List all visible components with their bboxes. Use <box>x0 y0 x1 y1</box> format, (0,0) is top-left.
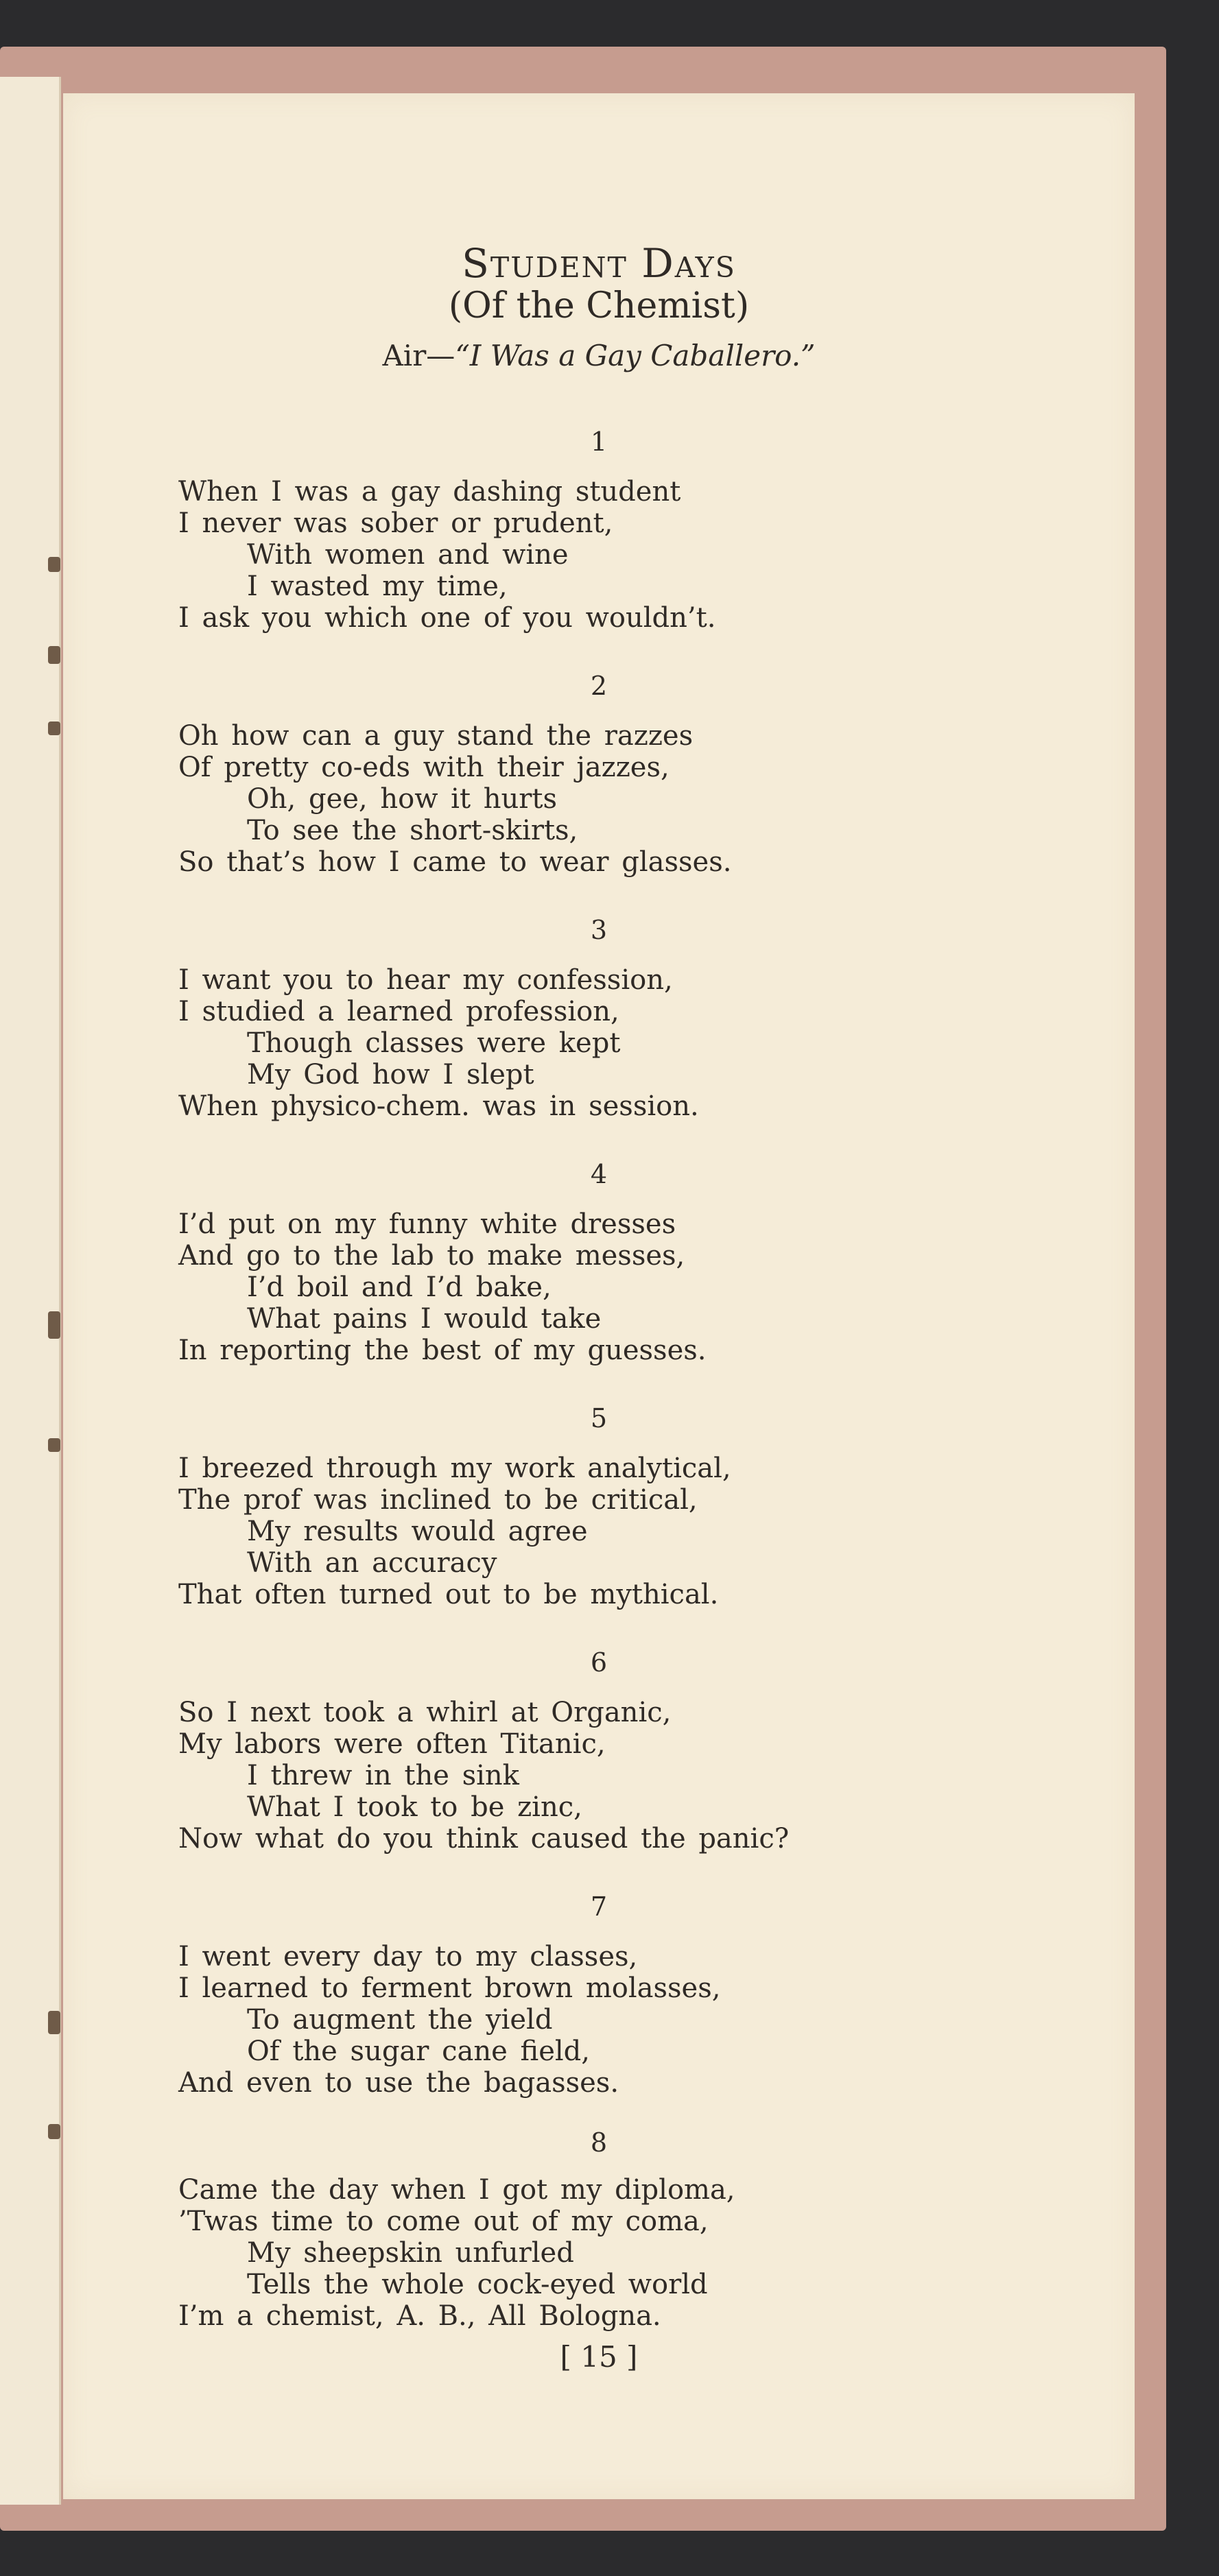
verse-line: I want you to hear my confession, <box>178 964 673 996</box>
verse-number: 4 <box>590 1159 608 1189</box>
verse-line: I’d put on my funny white dresses <box>178 1208 676 1240</box>
verse <box>178 720 1111 878</box>
song-subtitle: (Of the Chemist) <box>448 285 750 326</box>
verse-line: My labors were often Titanic, <box>178 1728 606 1760</box>
verse-line: I threw in the sink <box>247 1760 519 1791</box>
verse-line: Now what do you think caused the panic? <box>178 1823 790 1855</box>
binding-thread <box>48 646 60 664</box>
binding-thread <box>48 2124 60 2139</box>
verse <box>178 1208 1111 1366</box>
air-prefix: Air— <box>382 339 455 372</box>
verse-line: I learned to ferment brown molasses, <box>178 1972 721 2004</box>
verse-line: And even to use the bagasses. <box>178 2067 619 2099</box>
verse-line: I never was sober or prudent, <box>178 508 613 539</box>
verse-number: 7 <box>590 1892 608 1922</box>
verse-number: 1 <box>590 427 608 457</box>
page-number: [ 15 ] <box>560 2340 638 2374</box>
verse-line: Of the sugar cane field, <box>247 2036 590 2067</box>
verse-number: 6 <box>590 1647 608 1678</box>
verse <box>178 1453 1111 1610</box>
verse <box>178 964 1111 1122</box>
verse <box>178 1941 1111 2099</box>
verse-line: Though classes were kept <box>247 1027 621 1059</box>
verse-line: Oh, gee, how it hurts <box>247 783 557 815</box>
verse-number: 8 <box>590 2127 608 2158</box>
verse-line: I went every day to my classes, <box>178 1941 638 1972</box>
verse-number: 3 <box>590 915 608 945</box>
facing-page-edge <box>0 77 61 2505</box>
verse-line: ’Twas time to come out of my coma, <box>178 2206 709 2237</box>
verse <box>178 2174 1111 2332</box>
song-title: Student Days <box>462 240 736 287</box>
verse-line: With women and wine <box>247 539 569 571</box>
binding-thread <box>48 2011 60 2034</box>
verse-line: The prof was inclined to be critical, <box>178 1484 698 1516</box>
binding-thread <box>48 557 60 572</box>
verse-line: Of pretty co-eds with their jazzes, <box>178 752 670 783</box>
verse-line: To see the short-skirts, <box>247 815 578 846</box>
verse-line: And go to the lab to make messes, <box>178 1240 685 1272</box>
verse-line: Came the day when I got my diploma, <box>178 2174 735 2206</box>
verse-line: I’m a chemist, A. B., All Bologna. <box>178 2300 661 2332</box>
binding-thread <box>48 1438 60 1452</box>
binding-thread <box>48 1311 60 1339</box>
verse-line: I breezed through my work analytical, <box>178 1453 731 1484</box>
song-air <box>63 339 1135 372</box>
binding-thread <box>48 721 60 735</box>
verse-line: My sheepskin unfurled <box>247 2237 574 2269</box>
verse <box>178 1697 1111 1855</box>
verse-line: That often turned out to be mythical. <box>178 1579 719 1610</box>
verse-line: I wasted my time, <box>247 571 508 602</box>
verse-line: What pains I would take <box>247 1303 602 1335</box>
air-tune: “I Was a Gay Caballero.” <box>455 339 816 372</box>
song-page <box>63 93 1135 2499</box>
verse-line: I’d boil and I’d bake, <box>247 1272 552 1303</box>
verse-line: When physico-chem. was in session. <box>178 1090 699 1122</box>
verse <box>178 476 1111 634</box>
verse-line: So I next took a whirl at Organic, <box>178 1697 672 1728</box>
verse-line: When I was a gay dashing student <box>178 476 681 508</box>
verse-line: What I took to be zinc, <box>247 1791 582 1823</box>
verse-line: My God how I slept <box>247 1059 534 1090</box>
verse-line: Tells the whole cock-eyed world <box>247 2269 708 2300</box>
verse-number: 2 <box>590 671 608 701</box>
verse-line: In reporting the best of my guesses. <box>178 1335 707 1366</box>
verse-line: With an accuracy <box>247 1547 497 1579</box>
verse-line: My results would agree <box>247 1516 588 1547</box>
verse-line: Oh how can a guy stand the razzes <box>178 720 694 752</box>
verse-line: I studied a learned profession, <box>178 996 619 1027</box>
verse-number: 5 <box>590 1403 608 1433</box>
verse-line: I ask you which one of you wouldn’t. <box>178 602 716 634</box>
verse-line: So that’s how I came to wear glasses. <box>178 846 732 878</box>
verse-line: To augment the yield <box>247 2004 553 2036</box>
